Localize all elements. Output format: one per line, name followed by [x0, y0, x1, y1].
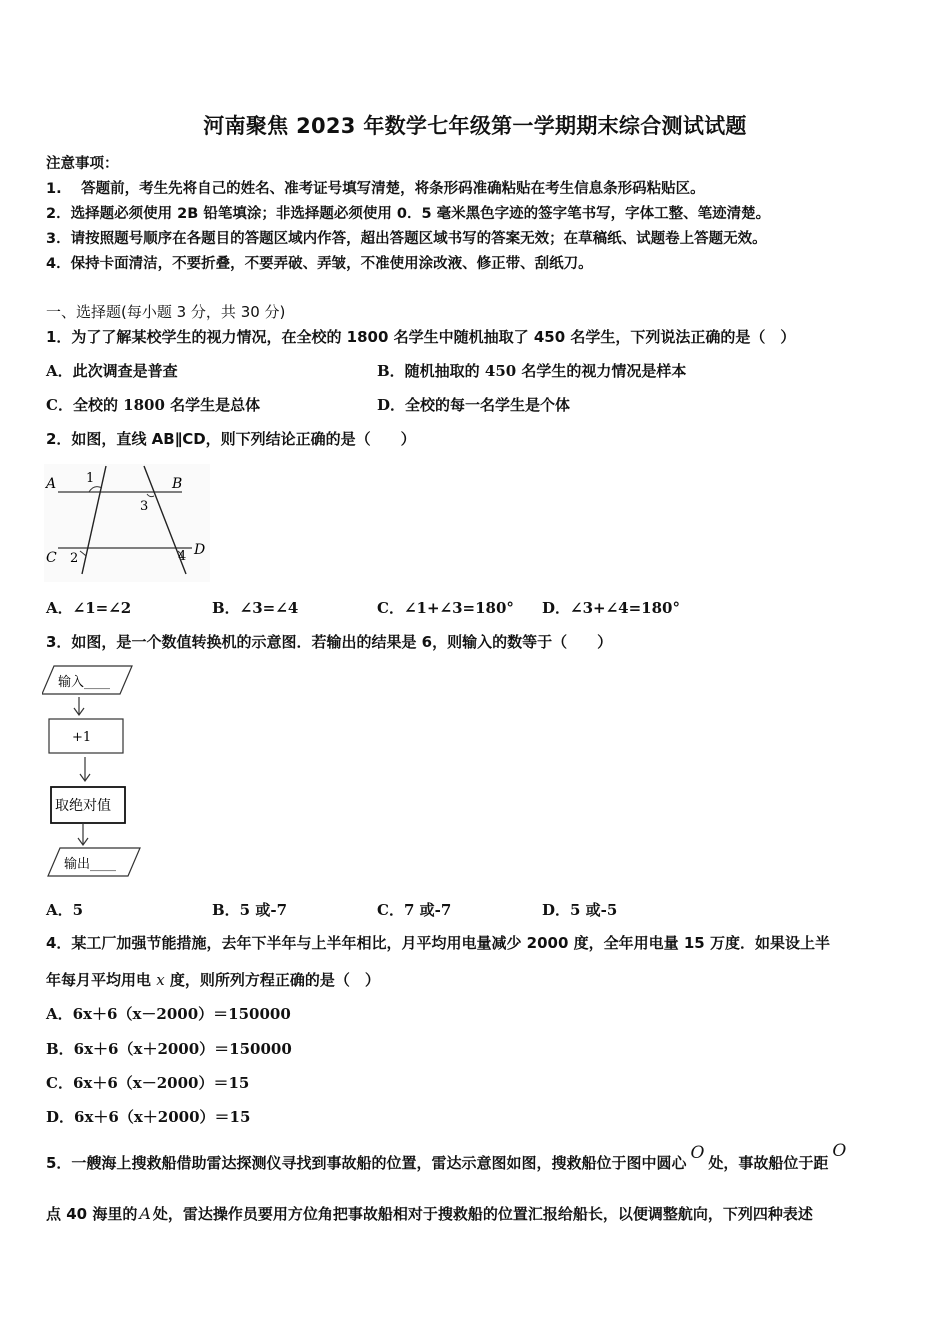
stem-text: 处，事故船位于距 — [708, 1154, 829, 1172]
question-stem-line2 — [46, 969, 380, 990]
option-d[interactable]: D．6x＋6（x＋2000）＝15 — [46, 1108, 251, 1126]
conversion-flowchart — [42, 662, 146, 878]
angle-2: 2 — [70, 551, 79, 566]
angle-3: 3 — [140, 499, 149, 514]
flow-step-abs: 取绝对值 — [55, 798, 111, 814]
option-c[interactable]: C．6x＋6（x－2000）＝15 — [46, 1074, 250, 1092]
question-stem-line2 — [46, 1203, 813, 1224]
point-a: A — [139, 1204, 151, 1223]
angle-1: 1 — [86, 471, 95, 486]
option-a[interactable]: A．5 — [46, 901, 84, 919]
label-c: C — [46, 550, 57, 566]
point-o: O — [690, 1143, 705, 1163]
stem-text: 处，雷达操作员要用方位角把事故船相对于搜救船的位置汇报给船长，以便调整航向，下列四种表述 — [152, 1205, 813, 1223]
option-b[interactable]: B．6x＋6（x＋2000）＝150000 — [46, 1040, 292, 1058]
question-stem: 2．如图，直线 AB∥CD，则下列结论正确的是（ ） — [46, 430, 416, 448]
option-b[interactable]: B．随机抽取的 450 名学生的视力情况是样本 — [377, 362, 687, 380]
stem-text: 度，则所列方程正确的是（ ） — [164, 971, 380, 989]
stem-text: 点 40 海里的 — [46, 1205, 138, 1223]
option-d[interactable]: D．∠3+∠4=180° — [542, 599, 680, 617]
notice-item: 4．保持卡面清洁，不要折叠，不要弄破、弄皱，不准使用涂改液、修正带、刮纸刀。 — [46, 256, 593, 272]
question-stem-line1 — [46, 1141, 847, 1173]
question-stem: 3．如图，是一个数值转换机的示意图．若输出的结果是 6，则输入的数等于（ ） — [46, 633, 613, 651]
section-heading: 一、选择题(每小题 3 分，共 30 分) — [46, 303, 286, 321]
angle-4: 4 — [178, 549, 187, 564]
option-a[interactable]: A．∠1=∠2 — [46, 599, 132, 617]
stem-text: 5．一艘海上搜救船借助雷达探测仪寻找到事故船的位置，雷达示意图如图，搜救船位于图中圆心 — [46, 1154, 687, 1172]
notice-item: 3．请按照题号顺序在各题目的答题区域内作答，超出答题区域书写的答案无效；在草稿纸、试题卷上答题无效。 — [46, 231, 767, 247]
question-stem-line1: 4．某工厂加强节能措施，去年下半年与上半年相比，月平均用电量减少 2000 度，全年用电量 15 万度．如果设上半 — [46, 934, 830, 952]
option-c[interactable]: C．全校的 1800 名学生是总体 — [46, 396, 261, 414]
label-d: D — [194, 542, 206, 558]
option-a[interactable]: A．6x＋6（x－2000）＝150000 — [46, 1005, 291, 1023]
stem-text: 年每月平均用电 — [46, 971, 157, 989]
option-b[interactable]: B．∠3=∠4 — [212, 599, 299, 617]
flow-input: 输入____ — [58, 675, 111, 690]
label-a: A — [46, 476, 57, 492]
option-d[interactable]: D．5 或-5 — [542, 901, 618, 919]
notice-item: 2．选择题必须使用 2B 铅笔填涂；非选择题必须使用 0．5 毫米黑色字迹的签字笔书写，字体工整、笔迹清楚。 — [46, 206, 771, 222]
notice-heading: 注意事项： — [46, 156, 119, 172]
option-c[interactable]: C．∠1+∠3=180° — [377, 599, 514, 617]
label-b: B — [172, 476, 183, 492]
option-b[interactable]: B．5 或-7 — [212, 901, 288, 919]
variable-x: x — [156, 971, 165, 989]
parallel-lines-figure — [44, 464, 210, 582]
option-a[interactable]: A．此次调查是普查 — [46, 362, 178, 380]
option-d[interactable]: D．全校的每一名学生是个体 — [377, 396, 571, 414]
question-stem: 1．为了了解某校学生的视力情况，在全校的 1800 名学生中随机抽取了 450 名学生，下列说法正确的是（ ） — [46, 328, 796, 346]
flow-step-plus-one: +1 — [72, 730, 92, 745]
flow-output: 输出____ — [64, 857, 117, 872]
option-c[interactable]: C．7 或-7 — [377, 901, 452, 919]
point-o: O — [832, 1141, 847, 1161]
notice-item: 1. 答题前，考生先将自己的姓名、准考证号填写清楚，将条形码准确粘贴在考生信息条形码粘贴区。 — [46, 181, 705, 197]
page-title: 河南聚焦 2023 年数学七年级第一学期期末综合测试试题 — [203, 114, 747, 138]
